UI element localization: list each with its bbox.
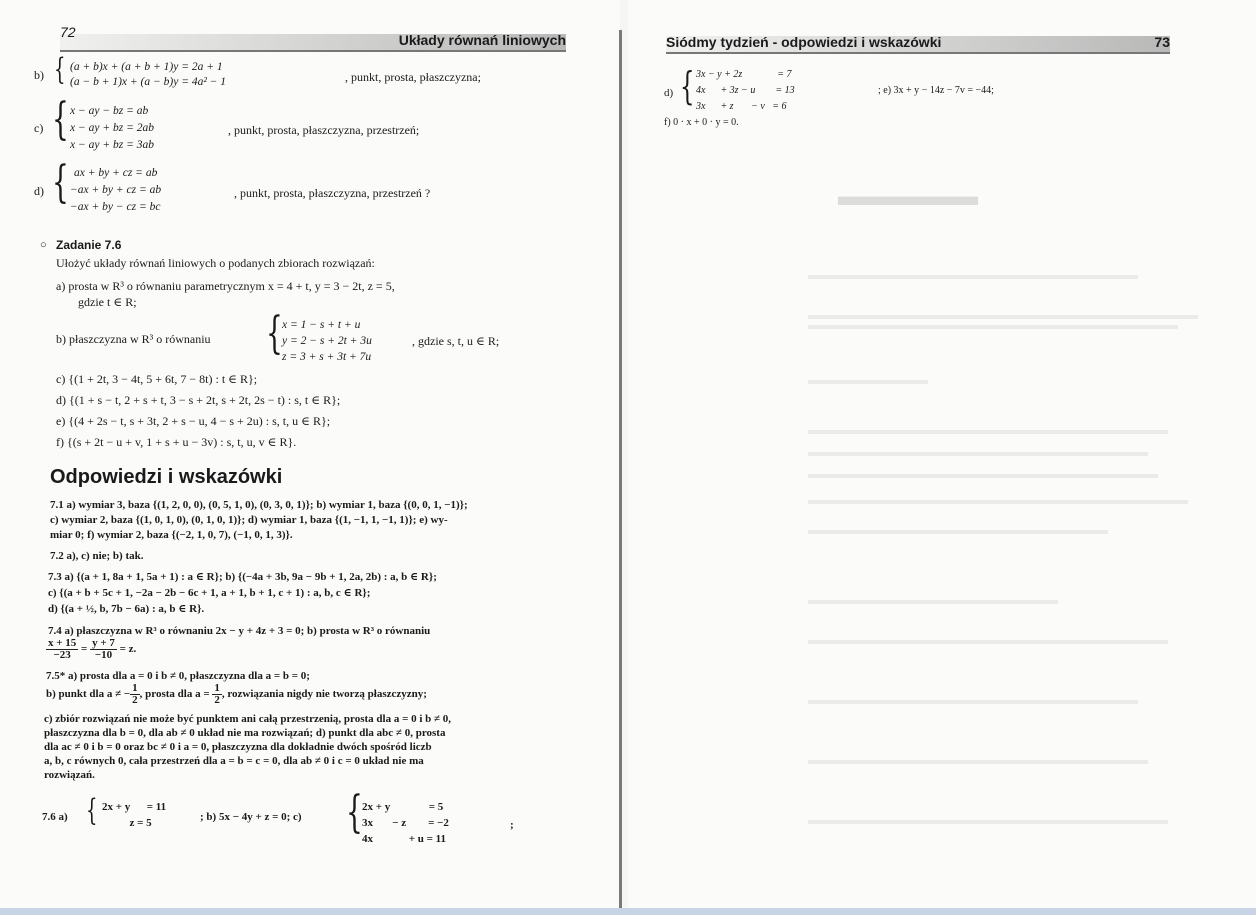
- ans-7-6-a-brace: {: [86, 793, 98, 828]
- right-d-brace: {: [680, 64, 695, 108]
- sys-d-label: d): [34, 184, 44, 198]
- ans-7-5-line6: a, b, c równych 0, cała przestrzeń dla a = b = c = 0, dla ab ≠ 0 i c = 0 układ nie ma: [44, 755, 424, 767]
- task-bullet-icon: ○: [40, 239, 47, 251]
- right-f-text: f) 0 · x + 0 · y = 0.: [664, 117, 739, 128]
- sys-d-answer: , punkt, prosta, płaszczyzna, przestrzeń ?: [234, 186, 431, 200]
- ans-7-1-line3: miar 0; f) wymiar 2, baza {(−2, 1, 0, 7), (−1, 0, 1, 3)}.: [50, 529, 293, 541]
- sys-b-label: b): [34, 68, 44, 82]
- ans-7-6-c-eq1: 2x + y = 5: [362, 801, 444, 813]
- task-b-prefix: b) płaszczyzna w R³ o równaniu: [56, 332, 211, 346]
- show-through-line: [808, 380, 928, 384]
- show-through-line: [808, 600, 1058, 604]
- sys-b-eq1: (a + b)x + (a + b + 1)y = 2a + 1: [70, 61, 223, 73]
- show-through-line: [808, 760, 1148, 764]
- ans-7-5-line3: c) zbiór rozwiązań nie może być punktem ani całą przestrzenią, prosta dla a = 0 i b ≠ 0,: [44, 713, 452, 725]
- left-page-number: 72: [60, 24, 76, 40]
- sys-d-eq2: −ax + by + cz = ab: [70, 184, 162, 196]
- sys-b-answer: , punkt, prosta, płaszczyzna;: [345, 70, 481, 84]
- task-d: d) {(1 + s − t, 2 + s + t, 3 − s + 2t, s + 2t, 2s − t) : s, t ∈ R};: [56, 393, 341, 407]
- right-d-eq3: 3x + z − v = 6: [696, 101, 787, 112]
- ans-7-1-line1: 7.1 a) wymiar 3, baza {(1, 2, 0, 0), (0, 5, 1, 0), (0, 3, 0, 1)}; b) wymiar 1, baza {(0, 0, 1, −1)};: [50, 499, 468, 511]
- scan-bottom-edge: [0, 908, 1256, 915]
- sys-d-brace: {: [52, 157, 69, 208]
- ans-7-6-a-eq2: z = 5: [102, 817, 152, 829]
- answers-heading: Odpowiedzi i wskazówki: [50, 466, 283, 488]
- ans-7-6-end: ;: [510, 819, 514, 831]
- ans-7-6-mid: ; b) 5x − 4y + z = 0; c): [200, 811, 302, 823]
- task-b-eq1: x = 1 − s + t + u: [282, 319, 361, 331]
- ans-7-4-line1: 7.4 a) płaszczyzna w R³ o równaniu 2x − y + 4z + 3 = 0; b) prosta w R³ o równaniu: [48, 625, 431, 637]
- show-through-line: [808, 275, 1138, 279]
- sys-b-brace: {: [54, 52, 66, 87]
- ans-7-4-frac2: $\frac{y + 7}{-10}$: [92, 637, 115, 661]
- ans-7-2: 7.2 a), c) nie; b) tak.: [50, 550, 144, 562]
- task-c: c) {(1 + 2t, 3 − 4t, 5 + 6t, 7 − 8t) : t ∈ R};: [56, 372, 258, 386]
- ans-7-5-line7: rozwiązań.: [44, 769, 95, 781]
- ans-7-4-line2: $\frac{x + 15}{-23}$ = $\frac{y + 7}{-10}$ = z.: [48, 637, 137, 661]
- sys-c-answer: , punkt, prosta, płaszczyzna, przestrzeń;: [228, 123, 420, 137]
- sys-c-brace: {: [52, 94, 69, 145]
- show-through-line: [808, 315, 1198, 319]
- sys-d-eq1: ax + by + cz = ab: [74, 167, 158, 179]
- ans-7-6-label: 7.6 a): [42, 811, 68, 823]
- right-d-eq2: 4x + 3z − u = 13: [696, 85, 795, 96]
- ans-7-3-line1: 7.3 a) {(a + 1, 8a + 1, 5a + 1) : a ∈ R}; b) {(−4a + 3b, 9a − 9b + 1, 2a, 2b) : a, b ∈ R};: [48, 571, 437, 583]
- sys-b-eq2: (a − b + 1)x + (a − b)y = 4a² − 1: [70, 76, 227, 88]
- ans-7-6-a-eq1: 2x + y = 11: [102, 801, 167, 813]
- show-through-line: [808, 500, 1188, 504]
- right-d-label: d): [664, 87, 674, 99]
- ans-7-5-line2: b) punkt dla a ≠ − $\frac{1}{2}$ , prosta dla a = $\frac{1}{2}$ , rozwiązania nigdy nie tworzą płaszczyzny;: [46, 682, 427, 706]
- ans-7-6-c-eq2: 3x − z = −2: [362, 817, 449, 829]
- right-d-eq1: 3x − y + 2z = 7: [696, 69, 792, 80]
- book-gutter: [619, 30, 622, 910]
- ans-7-6-c-eq3: 4x + u = 11: [362, 833, 447, 845]
- task-b-suffix: , gdzie s, t, u ∈ R;: [412, 334, 500, 348]
- show-through-line: [808, 640, 1168, 644]
- task-title: Zadanie 7.6: [56, 238, 122, 252]
- sys-c-label: c): [34, 121, 44, 135]
- right-page: [628, 0, 1256, 910]
- show-through-line: [808, 474, 1158, 478]
- right-running-head-title: Siódmy tydzień - odpowiedzi i wskazówki: [666, 34, 942, 50]
- right-e-text: ; e) 3x + y − 14z − 7v = −44;: [878, 85, 994, 96]
- show-through-line: [808, 325, 1178, 329]
- right-running-head: [666, 36, 1170, 54]
- ans-7-3-line2: c) {(a + b + 5c + 1, −2a − 2b − 6c + 1, a + 1, b + 1, c + 1) : a, b, c ∈ R};: [48, 587, 371, 599]
- sys-c-eq2: x − ay + bz = 2ab: [70, 122, 154, 134]
- ans-7-5-line4: płaszczyzna dla b = 0, dla ab ≠ 0 układ nie ma rozwiązań; d) punkt dla abc ≠ 0, prosta: [44, 727, 446, 739]
- left-running-head: [60, 24, 566, 52]
- show-through-line: [808, 530, 1108, 534]
- task-b-brace: {: [266, 308, 283, 359]
- task-b-eq3: z = 3 + s + 3t + 7u: [282, 351, 372, 363]
- left-page: [0, 0, 620, 910]
- task-e: e) {(4 + 2s − t, s + 3t, 2 + s − u, 4 − s + 2u) : s, t, u ∈ R};: [56, 414, 331, 428]
- task-a-line2: gdzie t ∈ R;: [78, 295, 137, 309]
- task-a-line1: a) prosta w R³ o równaniu parametrycznym x = 4 + t, y = 3 − 2t, z = 5,: [56, 279, 395, 293]
- ans-7-3-line3: d) {(a + ½, b, 7b − 6a) : a, b ∈ R}.: [48, 603, 205, 615]
- show-through-line: [808, 430, 1168, 434]
- ans-7-5-line5: dla ac ≠ 0 i b = 0 oraz bc ≠ 0 i a = 0, płaszczyzna dla dokładnie dwóch spośród liczb: [44, 741, 432, 753]
- show-through-line: [808, 820, 1168, 824]
- right-page-number: 73: [1154, 34, 1170, 50]
- left-running-head-title: Układy równań liniowych: [398, 32, 566, 48]
- sys-d-eq3: −ax + by − cz = bc: [70, 201, 161, 213]
- task-b-eq2: y = 2 − s + 2t + 3u: [282, 335, 372, 347]
- show-through-line: [808, 700, 1138, 704]
- ans-7-5-line1: 7.5* a) prosta dla a = 0 i b ≠ 0, płaszczyzna dla a = b = 0;: [46, 670, 310, 682]
- task-f: f) {(s + 2t − u + v, 1 + s + u − 3v) : s, t, u, v ∈ R}.: [56, 435, 297, 449]
- ans-7-1-line2: c) wymiar 2, baza {(1, 0, 1, 0), (0, 1, 0, 1)}; d) wymiar 1, baza {(1, −1, 1, −1, 1)}; e) wy-: [50, 514, 448, 526]
- sys-c-eq3: x − ay + bz = 3ab: [70, 139, 154, 151]
- sys-c-eq1: x − ay − bz = ab: [70, 105, 149, 117]
- show-through-title: ▬▬▬▬▬: [838, 180, 978, 211]
- task-intro: Ułożyć układy równań liniowych o podanych zbiorach rozwiązań:: [56, 256, 375, 270]
- show-through-line: [808, 452, 1148, 456]
- ans-7-6-c-brace: {: [346, 787, 363, 838]
- ans-7-4-frac1: $\frac{x + 15}{-23}$: [48, 637, 77, 661]
